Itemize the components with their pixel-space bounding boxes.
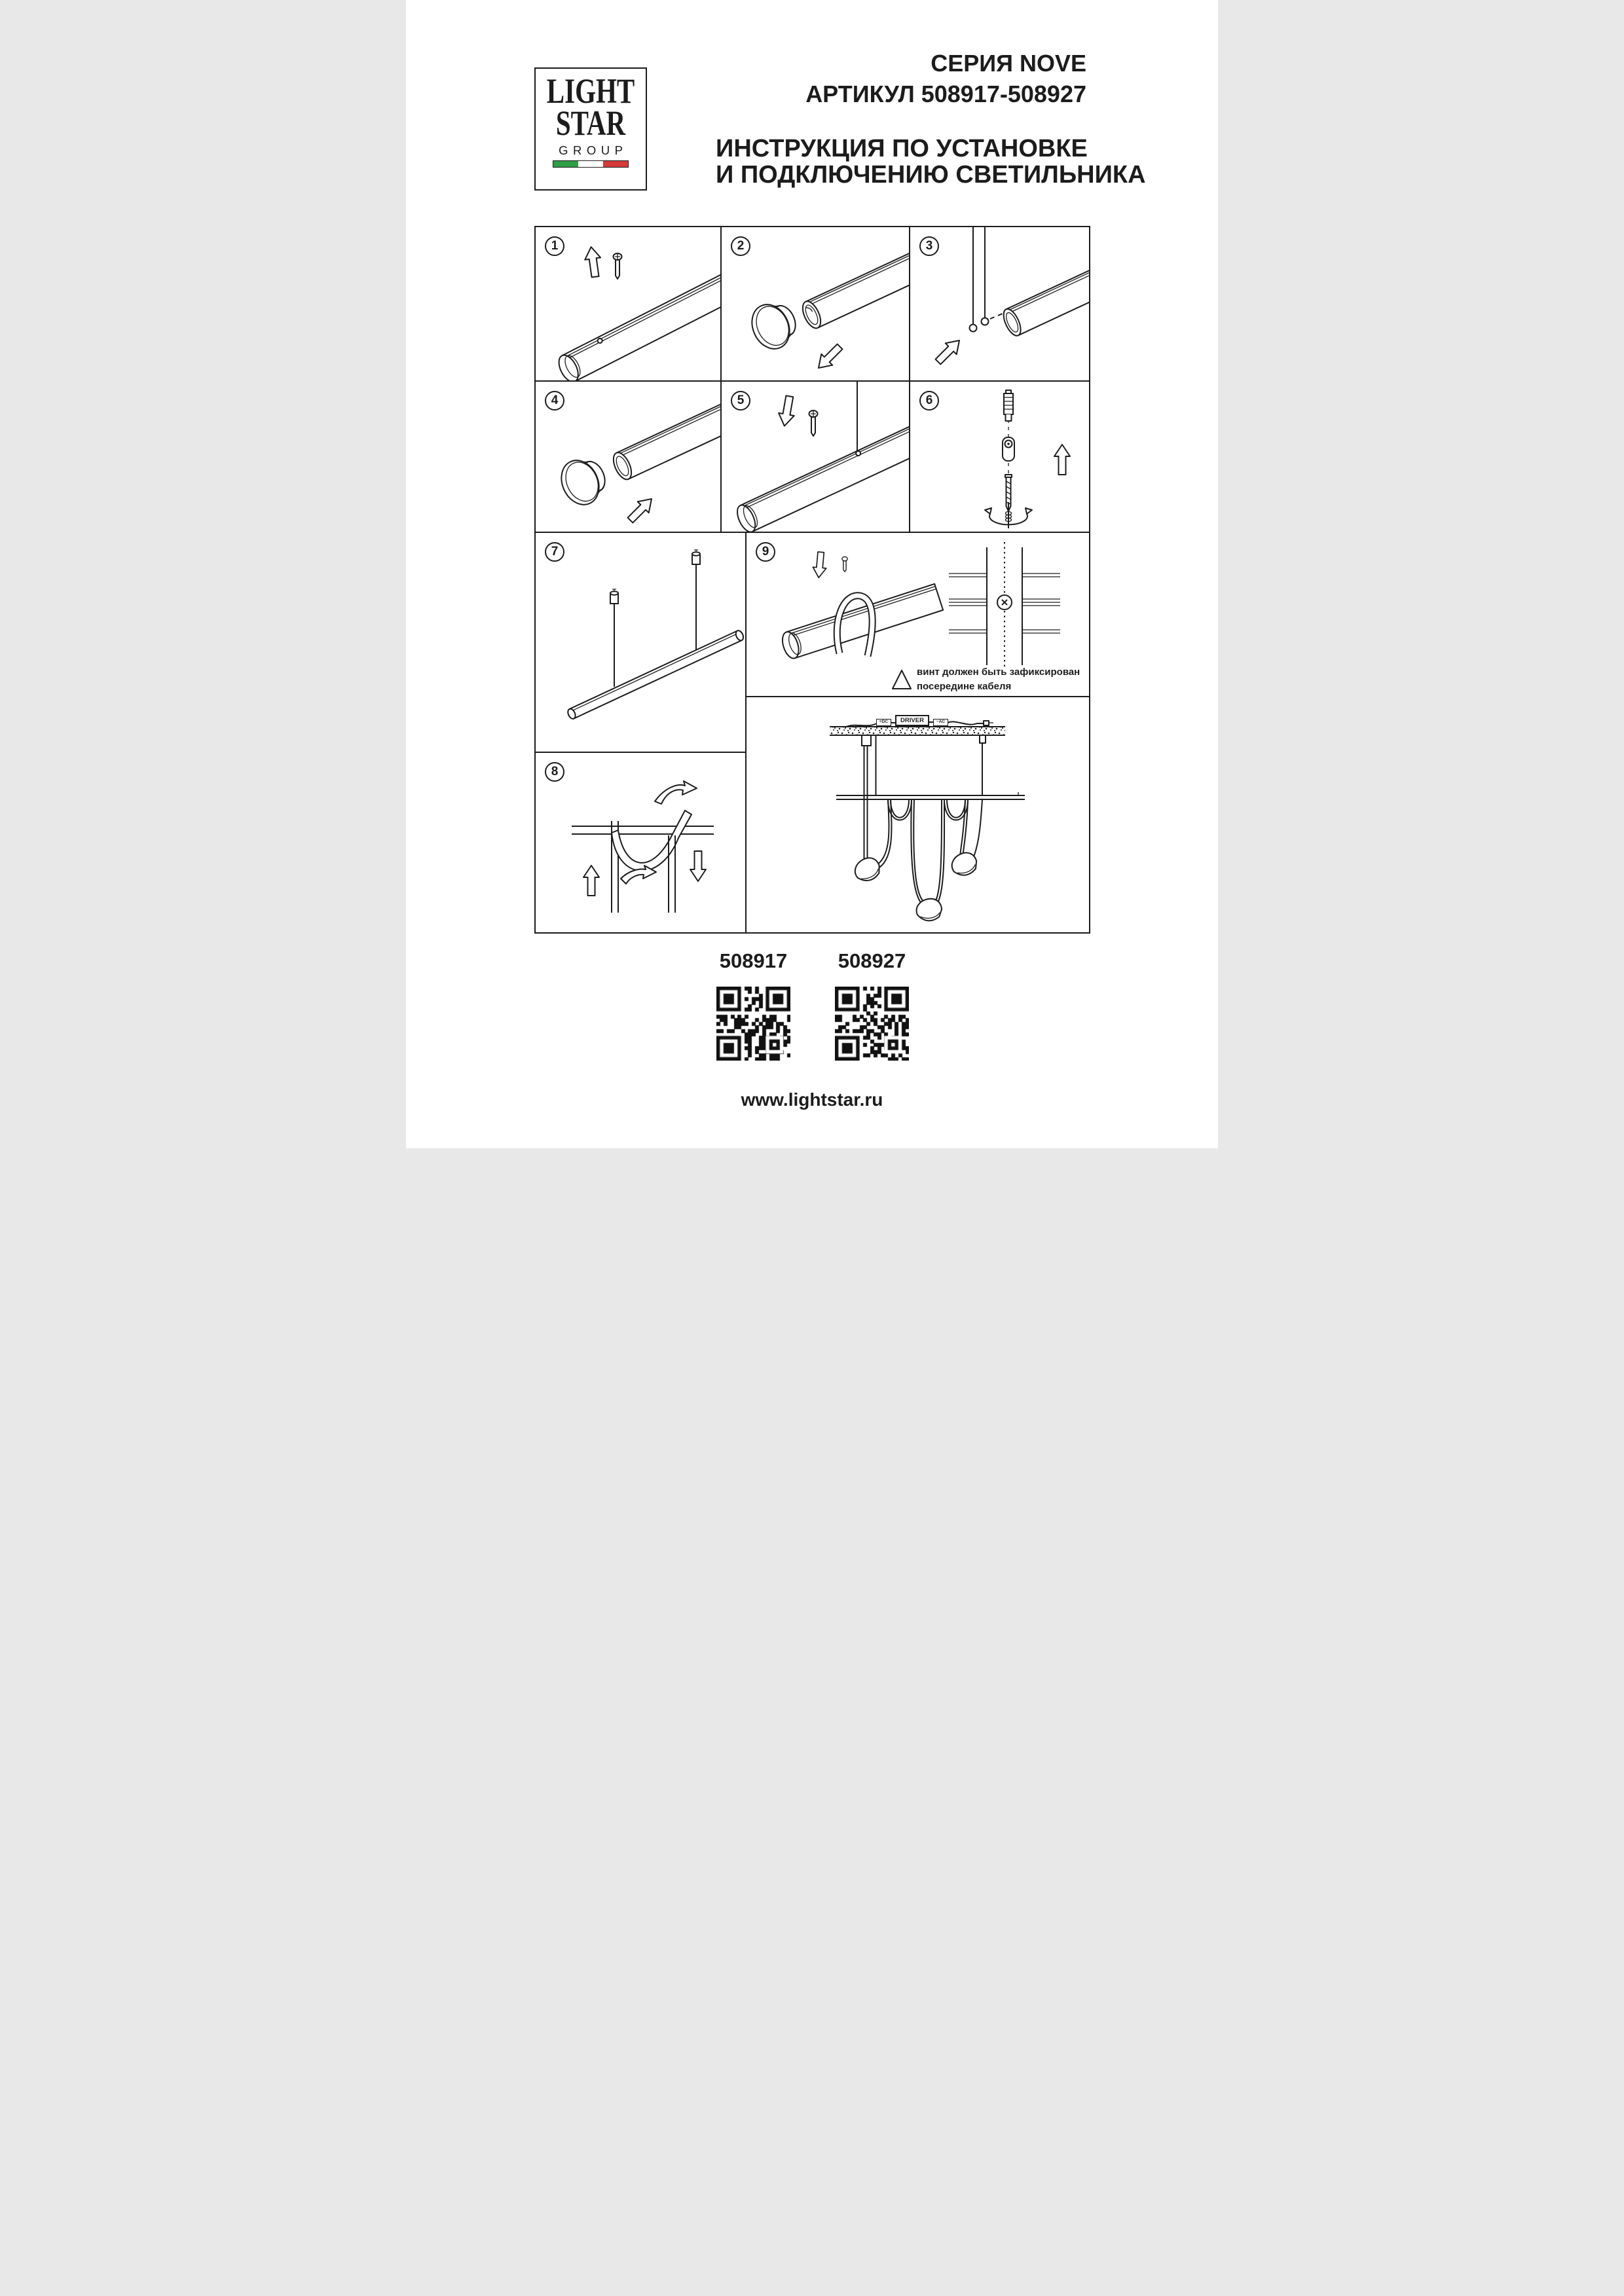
title-line-1: ИНСТРУКЦИЯ ПО УСТАНОВКЕ bbox=[716, 135, 1088, 162]
logo-word-group: GROUP bbox=[559, 143, 628, 157]
arrow-up-right-icon bbox=[625, 494, 657, 526]
step-6-panel bbox=[910, 382, 1089, 532]
step-1-number: 1 bbox=[545, 236, 564, 256]
step-9-panel bbox=[747, 533, 1089, 696]
connector-icon bbox=[984, 721, 989, 725]
step-3-number: 3 bbox=[919, 236, 939, 256]
arrow-up-icon bbox=[583, 246, 603, 278]
ceiling-slab bbox=[830, 727, 1005, 735]
step-2-panel bbox=[722, 227, 909, 380]
arrow-down-left-icon bbox=[813, 341, 845, 373]
step-2-illustration bbox=[722, 227, 909, 380]
qr-label-508917: 508917 bbox=[719, 949, 788, 972]
end-cap-icon bbox=[555, 451, 612, 511]
assembled-view-panel bbox=[747, 697, 1089, 932]
website-url: www.lightstar.ru bbox=[741, 1089, 883, 1110]
step-2-number: 2 bbox=[731, 236, 750, 256]
step-5-number: 5 bbox=[731, 391, 750, 410]
spotlight-head-icon bbox=[851, 854, 883, 885]
logo-word-light: LIGHT bbox=[546, 71, 635, 111]
flag-white bbox=[578, 161, 603, 167]
tube-open-end-icon bbox=[799, 242, 909, 331]
step-7-illustration bbox=[536, 533, 745, 752]
tube-icon bbox=[733, 426, 909, 532]
ceiling-mount-icon bbox=[692, 550, 700, 564]
suspension-cables-icon bbox=[973, 227, 985, 324]
step-7-panel bbox=[536, 533, 745, 752]
tube-icon bbox=[555, 269, 720, 380]
warning-line-2: посередине кабеля bbox=[917, 681, 1012, 692]
step-1-panel bbox=[536, 227, 720, 380]
arrow-up-icon bbox=[583, 866, 599, 896]
tube-open-end-icon bbox=[610, 393, 720, 482]
series-title: СЕРИЯ NOVE bbox=[931, 50, 1086, 77]
arrow-down-icon bbox=[812, 551, 828, 578]
curved-arrow-up-right-icon bbox=[655, 781, 697, 804]
assembled-view-illustration bbox=[747, 697, 1089, 932]
arrow-down-icon bbox=[690, 851, 706, 881]
step-8-number: 8 bbox=[545, 762, 564, 782]
step-5-panel bbox=[722, 382, 909, 532]
ceiling-mount-icon bbox=[610, 589, 618, 604]
article-range: АРТИКУЛ 508917-508927 bbox=[805, 81, 1086, 107]
arrow-down-icon bbox=[777, 395, 798, 427]
document-title bbox=[716, 136, 1146, 188]
dc-connector-box: ≡DC bbox=[876, 719, 891, 726]
steps-grid bbox=[534, 226, 1090, 934]
track-bar-icon bbox=[572, 826, 714, 834]
screw-icon bbox=[842, 556, 847, 572]
qr-code-508927 bbox=[835, 987, 909, 1061]
cable-icon bbox=[864, 746, 868, 862]
driver-box: DRIVER bbox=[895, 715, 929, 726]
step-9-number: 9 bbox=[756, 542, 775, 562]
ceiling-mount-icon bbox=[862, 735, 986, 746]
cable-loop-icon bbox=[612, 811, 692, 871]
instruction-sheet bbox=[406, 0, 1218, 1148]
screw-icon bbox=[614, 253, 622, 279]
step-3-panel bbox=[910, 227, 1089, 380]
warning-triangle-icon bbox=[893, 670, 911, 689]
screw-icon bbox=[809, 410, 818, 436]
screw-centered-on-cable-icon bbox=[949, 542, 1060, 669]
ac-connector-box: ~AC bbox=[933, 719, 948, 726]
tube-open-end-icon bbox=[1000, 255, 1089, 338]
flag-green bbox=[553, 161, 578, 167]
end-cap-icon bbox=[745, 295, 803, 355]
rotate-to-fix-icon bbox=[985, 502, 1032, 528]
step-8-illustration bbox=[536, 753, 745, 932]
step-4-panel bbox=[536, 382, 720, 532]
step-7-number: 7 bbox=[545, 542, 564, 562]
qr-code-508917 bbox=[716, 987, 790, 1061]
arrow-up-icon bbox=[1054, 445, 1070, 475]
step-6-number: 6 bbox=[919, 391, 939, 410]
cable-grip-icon bbox=[1003, 437, 1014, 461]
title-line-2: И ПОДКЛЮЧЕНИЮ СВЕТИЛЬНИКА bbox=[716, 161, 1146, 189]
step-4-number: 4 bbox=[545, 391, 564, 410]
flag-red bbox=[603, 161, 628, 167]
spotlight-head-icon bbox=[914, 897, 944, 923]
arrow-up-right-icon bbox=[932, 335, 965, 367]
wall-plug-icon bbox=[1004, 390, 1013, 421]
linear-lamp-icon bbox=[566, 629, 745, 720]
lightstar-logo bbox=[534, 67, 647, 191]
strap-over-tube-icon bbox=[779, 551, 943, 660]
italian-flag-icon bbox=[553, 160, 629, 168]
qr-label-508927: 508927 bbox=[838, 949, 906, 972]
step-8-panel bbox=[536, 753, 745, 932]
warning-line-1: винт должен быть зафиксирован bbox=[917, 666, 1080, 678]
logo-word-star: STAR bbox=[555, 103, 626, 143]
